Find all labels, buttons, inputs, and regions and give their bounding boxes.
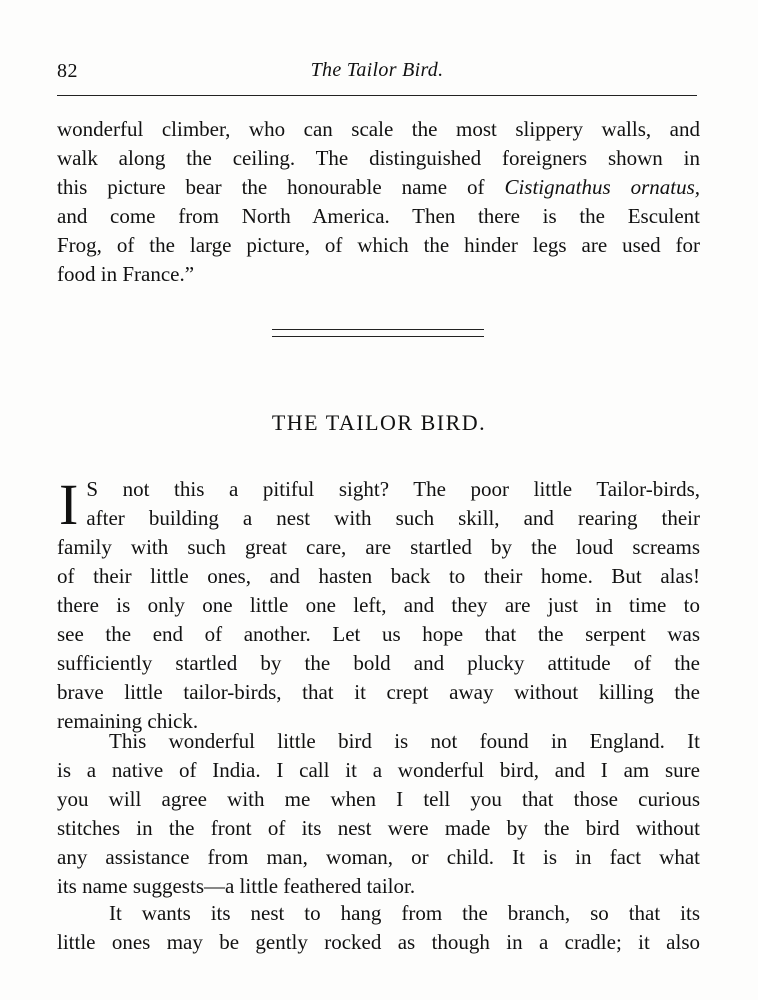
paragraph-nest-hanging xyxy=(57,899,700,957)
text-line: family with such great care, are startled by the loud screams xyxy=(57,535,700,559)
text-line: wonderful climber, who can scale the most slippery walls, and xyxy=(57,117,700,141)
text-line: any assistance from man, woman, or child. It is in fact what xyxy=(57,845,700,869)
text-line: stitches in the front of its nest were made by the bird without xyxy=(57,816,700,840)
text-line: its name suggests—a little feathered tailor. xyxy=(57,874,416,898)
text-line: walk along the ceiling. The distinguished foreigners shown in xyxy=(57,146,700,170)
running-head: The Tailor Bird. xyxy=(310,59,444,81)
header-rule xyxy=(57,95,697,96)
page-header xyxy=(57,56,697,84)
text-line: you will agree with me when I tell you that those curious xyxy=(57,787,700,811)
text-line: little ones may be gently rocked as though in a cradle; it also xyxy=(57,930,700,954)
paragraph-frog-continuation xyxy=(57,115,700,289)
text-line: of their little ones, and hasten back to their home. But alas! xyxy=(57,564,700,588)
paragraph-opening xyxy=(57,472,700,736)
text-line: Frog, of the large picture, of which the hinder legs are used for xyxy=(57,233,700,257)
page-number: 82 xyxy=(57,60,78,82)
drop-cap: I xyxy=(59,472,79,537)
text-line: and come from North America. Then there is the Esculent xyxy=(57,204,700,228)
text-line xyxy=(57,173,700,202)
text-line: This wonderful little bird is not found in England. It xyxy=(109,729,700,753)
text-line: sufficiently startled by the bold and plucky attitude of the xyxy=(57,651,700,675)
chapter-title: THE TAILOR BIRD. xyxy=(271,410,487,435)
paragraph-native-of-india xyxy=(57,727,700,901)
text-line: is a native of India. I call it a wonderful bird, and I am sure xyxy=(57,758,700,782)
text-line: after building a nest with such skill, and rearing their xyxy=(86,506,700,530)
text-fragment: this picture bear the honourable name of xyxy=(57,175,485,199)
text-line: see the end of another. Let us hope that the serpent was xyxy=(57,622,700,646)
text-line: It wants its nest to hang from the branch, so that its xyxy=(109,901,700,925)
text-line: food in France.” xyxy=(57,262,195,286)
text-line: S not this a pitiful sight? The poor little Tailor-birds, xyxy=(86,477,700,501)
text-line: remaining chick. xyxy=(57,709,199,733)
section-separator xyxy=(272,329,484,337)
species-name: Cistignathus ornatus, xyxy=(504,175,700,199)
text-line: brave little tailor-birds, that it crept away without killing the xyxy=(57,680,700,704)
text-line: there is only one little one left, and they are just in time to xyxy=(57,593,700,617)
